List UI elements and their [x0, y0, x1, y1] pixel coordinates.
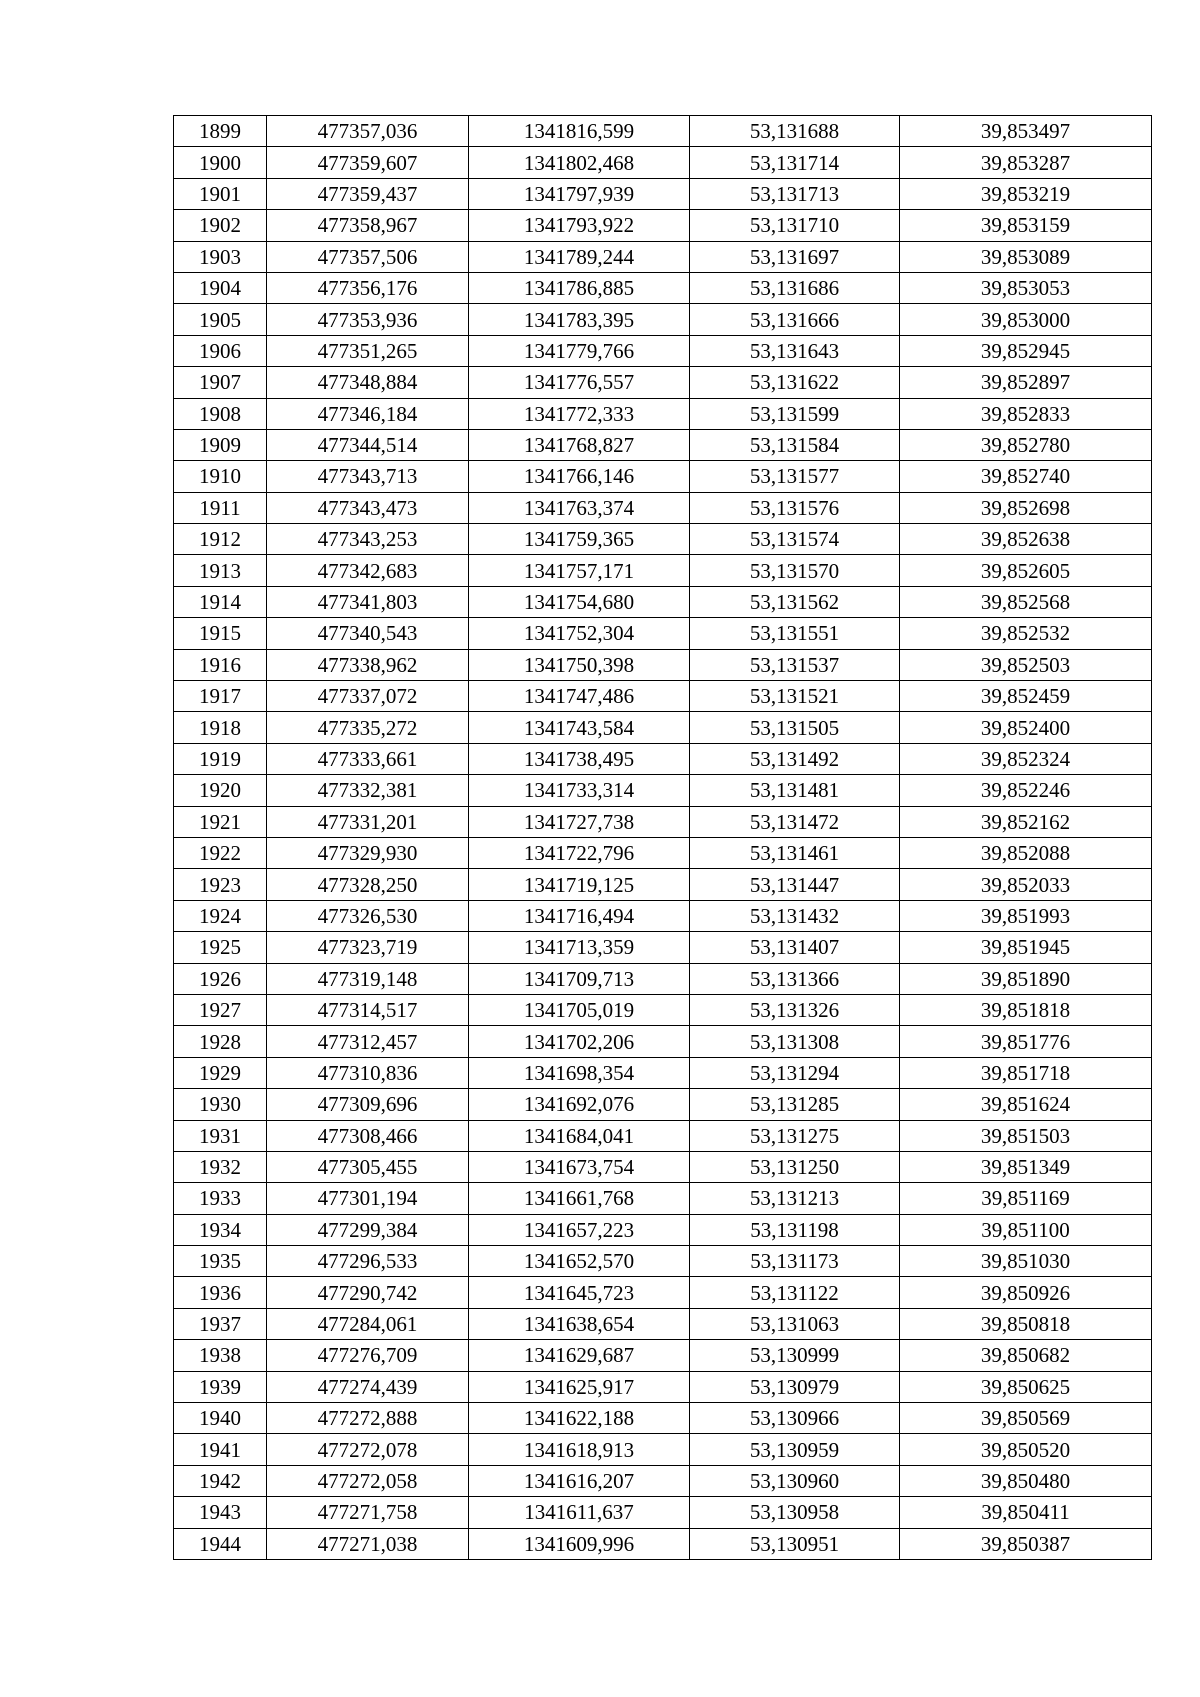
point-number-cell: 1932 [174, 1151, 267, 1182]
y-coordinate-cell: 1341629,687 [469, 1340, 690, 1371]
table-row [174, 1465, 1152, 1496]
point-number-cell: 1926 [174, 963, 267, 994]
point-number-cell: 1909 [174, 429, 267, 460]
y-coordinate-cell: 1341750,398 [469, 649, 690, 680]
point-number-cell: 1914 [174, 586, 267, 617]
x-coordinate-cell: 477359,437 [267, 178, 469, 209]
table-row [174, 178, 1152, 209]
x-coordinate-cell: 477332,381 [267, 775, 469, 806]
latitude-cell: 53,131714 [690, 147, 900, 178]
latitude-cell: 53,130958 [690, 1497, 900, 1528]
longitude-cell: 39,850682 [900, 1340, 1152, 1371]
table-row [174, 1277, 1152, 1308]
y-coordinate-cell: 1341757,171 [469, 555, 690, 586]
point-number-cell: 1943 [174, 1497, 267, 1528]
y-coordinate-cell: 1341772,333 [469, 398, 690, 429]
x-coordinate-cell: 477312,457 [267, 1026, 469, 1057]
y-coordinate-cell: 1341779,766 [469, 335, 690, 366]
x-coordinate-cell: 477305,455 [267, 1151, 469, 1182]
point-number-cell: 1944 [174, 1528, 267, 1559]
table-row [174, 1026, 1152, 1057]
y-coordinate-cell: 1341802,468 [469, 147, 690, 178]
point-number-cell: 1904 [174, 272, 267, 303]
table-row [174, 743, 1152, 774]
point-number-cell: 1922 [174, 837, 267, 868]
latitude-cell: 53,131697 [690, 241, 900, 272]
table-row [174, 869, 1152, 900]
y-coordinate-cell: 1341709,713 [469, 963, 690, 994]
y-coordinate-cell: 1341719,125 [469, 869, 690, 900]
point-number-cell: 1930 [174, 1089, 267, 1120]
longitude-cell: 39,850480 [900, 1465, 1152, 1496]
table-row [174, 492, 1152, 523]
y-coordinate-cell: 1341622,188 [469, 1403, 690, 1434]
x-coordinate-cell: 477353,936 [267, 304, 469, 335]
y-coordinate-cell: 1341652,570 [469, 1246, 690, 1277]
latitude-cell: 53,131688 [690, 116, 900, 147]
table-row [174, 555, 1152, 586]
point-number-cell: 1913 [174, 555, 267, 586]
y-coordinate-cell: 1341661,768 [469, 1183, 690, 1214]
point-number-cell: 1900 [174, 147, 267, 178]
y-coordinate-cell: 1341692,076 [469, 1089, 690, 1120]
table-row [174, 963, 1152, 994]
y-coordinate-cell: 1341754,680 [469, 586, 690, 617]
longitude-cell: 39,853053 [900, 272, 1152, 303]
point-number-cell: 1907 [174, 367, 267, 398]
x-coordinate-cell: 477338,962 [267, 649, 469, 680]
x-coordinate-cell: 477271,038 [267, 1528, 469, 1559]
longitude-cell: 39,852324 [900, 743, 1152, 774]
table-row [174, 304, 1152, 335]
y-coordinate-cell: 1341789,244 [469, 241, 690, 272]
x-coordinate-cell: 477348,884 [267, 367, 469, 398]
y-coordinate-cell: 1341738,495 [469, 743, 690, 774]
longitude-cell: 39,852088 [900, 837, 1152, 868]
longitude-cell: 39,851503 [900, 1120, 1152, 1151]
y-coordinate-cell: 1341752,304 [469, 618, 690, 649]
latitude-cell: 53,131213 [690, 1183, 900, 1214]
point-number-cell: 1936 [174, 1277, 267, 1308]
longitude-cell: 39,852780 [900, 429, 1152, 460]
x-coordinate-cell: 477319,148 [267, 963, 469, 994]
y-coordinate-cell: 1341705,019 [469, 994, 690, 1025]
y-coordinate-cell: 1341684,041 [469, 1120, 690, 1151]
x-coordinate-cell: 477343,713 [267, 461, 469, 492]
longitude-cell: 39,850569 [900, 1403, 1152, 1434]
latitude-cell: 53,131666 [690, 304, 900, 335]
y-coordinate-cell: 1341611,637 [469, 1497, 690, 1528]
longitude-cell: 39,852833 [900, 398, 1152, 429]
latitude-cell: 53,131710 [690, 210, 900, 241]
table-row [174, 461, 1152, 492]
x-coordinate-cell: 477333,661 [267, 743, 469, 774]
longitude-cell: 39,851100 [900, 1214, 1152, 1245]
longitude-cell: 39,851945 [900, 932, 1152, 963]
x-coordinate-cell: 477342,683 [267, 555, 469, 586]
point-number-cell: 1912 [174, 524, 267, 555]
table-row [174, 367, 1152, 398]
table-row [174, 1403, 1152, 1434]
longitude-cell: 39,851030 [900, 1246, 1152, 1277]
point-number-cell: 1920 [174, 775, 267, 806]
table-row [174, 429, 1152, 460]
longitude-cell: 39,851776 [900, 1026, 1152, 1057]
latitude-cell: 53,131574 [690, 524, 900, 555]
latitude-cell: 53,131492 [690, 743, 900, 774]
point-number-cell: 1902 [174, 210, 267, 241]
latitude-cell: 53,131584 [690, 429, 900, 460]
longitude-cell: 39,852162 [900, 806, 1152, 837]
table-row [174, 1120, 1152, 1151]
latitude-cell: 53,131294 [690, 1057, 900, 1088]
table-row [174, 837, 1152, 868]
table-row [174, 116, 1152, 147]
latitude-cell: 53,131122 [690, 1277, 900, 1308]
table-row [174, 1089, 1152, 1120]
point-number-cell: 1916 [174, 649, 267, 680]
point-number-cell: 1941 [174, 1434, 267, 1465]
latitude-cell: 53,131173 [690, 1246, 900, 1277]
y-coordinate-cell: 1341698,354 [469, 1057, 690, 1088]
point-number-cell: 1931 [174, 1120, 267, 1151]
point-number-cell: 1917 [174, 681, 267, 712]
latitude-cell: 53,131447 [690, 869, 900, 900]
table-row [174, 775, 1152, 806]
table-row [174, 1214, 1152, 1245]
y-coordinate-cell: 1341797,939 [469, 178, 690, 209]
latitude-cell: 53,131063 [690, 1308, 900, 1339]
y-coordinate-cell: 1341733,314 [469, 775, 690, 806]
point-number-cell: 1919 [174, 743, 267, 774]
x-coordinate-cell: 477274,439 [267, 1371, 469, 1402]
x-coordinate-cell: 477309,696 [267, 1089, 469, 1120]
longitude-cell: 39,853497 [900, 116, 1152, 147]
latitude-cell: 53,131643 [690, 335, 900, 366]
latitude-cell: 53,131308 [690, 1026, 900, 1057]
table-row [174, 586, 1152, 617]
x-coordinate-cell: 477357,036 [267, 116, 469, 147]
longitude-cell: 39,853089 [900, 241, 1152, 272]
longitude-cell: 39,851718 [900, 1057, 1152, 1088]
x-coordinate-cell: 477351,265 [267, 335, 469, 366]
y-coordinate-cell: 1341716,494 [469, 900, 690, 931]
latitude-cell: 53,131275 [690, 1120, 900, 1151]
point-number-cell: 1933 [174, 1183, 267, 1214]
y-coordinate-cell: 1341783,395 [469, 304, 690, 335]
longitude-cell: 39,852897 [900, 367, 1152, 398]
latitude-cell: 53,131250 [690, 1151, 900, 1182]
table-row [174, 1151, 1152, 1182]
table-row [174, 1183, 1152, 1214]
x-coordinate-cell: 477308,466 [267, 1120, 469, 1151]
x-coordinate-cell: 477299,384 [267, 1214, 469, 1245]
point-number-cell: 1924 [174, 900, 267, 931]
point-number-cell: 1901 [174, 178, 267, 209]
longitude-cell: 39,853219 [900, 178, 1152, 209]
y-coordinate-cell: 1341618,913 [469, 1434, 690, 1465]
point-number-cell: 1940 [174, 1403, 267, 1434]
point-number-cell: 1928 [174, 1026, 267, 1057]
longitude-cell: 39,850625 [900, 1371, 1152, 1402]
x-coordinate-cell: 477296,533 [267, 1246, 469, 1277]
latitude-cell: 53,131481 [690, 775, 900, 806]
latitude-cell: 53,131537 [690, 649, 900, 680]
point-number-cell: 1942 [174, 1465, 267, 1496]
longitude-cell: 39,850520 [900, 1434, 1152, 1465]
latitude-cell: 53,130999 [690, 1340, 900, 1371]
x-coordinate-cell: 477346,184 [267, 398, 469, 429]
latitude-cell: 53,130979 [690, 1371, 900, 1402]
longitude-cell: 39,852605 [900, 555, 1152, 586]
point-number-cell: 1911 [174, 492, 267, 523]
x-coordinate-cell: 477344,514 [267, 429, 469, 460]
table-row [174, 272, 1152, 303]
longitude-cell: 39,852400 [900, 712, 1152, 743]
x-coordinate-cell: 477272,078 [267, 1434, 469, 1465]
point-number-cell: 1899 [174, 116, 267, 147]
table-row [174, 1057, 1152, 1088]
point-number-cell: 1906 [174, 335, 267, 366]
latitude-cell: 53,131562 [690, 586, 900, 617]
table-row [174, 1371, 1152, 1402]
table-row [174, 210, 1152, 241]
latitude-cell: 53,131599 [690, 398, 900, 429]
latitude-cell: 53,130959 [690, 1434, 900, 1465]
x-coordinate-cell: 477328,250 [267, 869, 469, 900]
x-coordinate-cell: 477326,530 [267, 900, 469, 931]
x-coordinate-cell: 477335,272 [267, 712, 469, 743]
y-coordinate-cell: 1341645,723 [469, 1277, 690, 1308]
table-row [174, 932, 1152, 963]
x-coordinate-cell: 477284,061 [267, 1308, 469, 1339]
coordinates-table-body [174, 116, 1152, 1560]
longitude-cell: 39,851890 [900, 963, 1152, 994]
longitude-cell: 39,853287 [900, 147, 1152, 178]
x-coordinate-cell: 477272,888 [267, 1403, 469, 1434]
point-number-cell: 1927 [174, 994, 267, 1025]
point-number-cell: 1905 [174, 304, 267, 335]
table-row [174, 1434, 1152, 1465]
x-coordinate-cell: 477314,517 [267, 994, 469, 1025]
table-row [174, 618, 1152, 649]
x-coordinate-cell: 477343,253 [267, 524, 469, 555]
x-coordinate-cell: 477331,201 [267, 806, 469, 837]
point-number-cell: 1939 [174, 1371, 267, 1402]
table-row [174, 1528, 1152, 1559]
x-coordinate-cell: 477276,709 [267, 1340, 469, 1371]
point-number-cell: 1908 [174, 398, 267, 429]
table-row [174, 900, 1152, 931]
longitude-cell: 39,851169 [900, 1183, 1152, 1214]
longitude-cell: 39,850926 [900, 1277, 1152, 1308]
y-coordinate-cell: 1341722,796 [469, 837, 690, 868]
table-row [174, 398, 1152, 429]
latitude-cell: 53,130966 [690, 1403, 900, 1434]
point-number-cell: 1923 [174, 869, 267, 900]
point-number-cell: 1934 [174, 1214, 267, 1245]
x-coordinate-cell: 477357,506 [267, 241, 469, 272]
longitude-cell: 39,852945 [900, 335, 1152, 366]
latitude-cell: 53,131505 [690, 712, 900, 743]
x-coordinate-cell: 477310,836 [267, 1057, 469, 1088]
point-number-cell: 1910 [174, 461, 267, 492]
y-coordinate-cell: 1341616,207 [469, 1465, 690, 1496]
longitude-cell: 39,852568 [900, 586, 1152, 617]
y-coordinate-cell: 1341673,754 [469, 1151, 690, 1182]
table-row [174, 335, 1152, 366]
point-number-cell: 1938 [174, 1340, 267, 1371]
latitude-cell: 53,131366 [690, 963, 900, 994]
y-coordinate-cell: 1341768,827 [469, 429, 690, 460]
x-coordinate-cell: 477337,072 [267, 681, 469, 712]
x-coordinate-cell: 477358,967 [267, 210, 469, 241]
longitude-cell: 39,851349 [900, 1151, 1152, 1182]
longitude-cell: 39,851993 [900, 900, 1152, 931]
latitude-cell: 53,130960 [690, 1465, 900, 1496]
longitude-cell: 39,852638 [900, 524, 1152, 555]
point-number-cell: 1929 [174, 1057, 267, 1088]
y-coordinate-cell: 1341793,922 [469, 210, 690, 241]
y-coordinate-cell: 1341786,885 [469, 272, 690, 303]
table-row [174, 649, 1152, 680]
latitude-cell: 53,131326 [690, 994, 900, 1025]
coordinates-table [173, 115, 1152, 1560]
latitude-cell: 53,131432 [690, 900, 900, 931]
y-coordinate-cell: 1341713,359 [469, 932, 690, 963]
table-row [174, 681, 1152, 712]
y-coordinate-cell: 1341625,917 [469, 1371, 690, 1402]
latitude-cell: 53,131570 [690, 555, 900, 586]
y-coordinate-cell: 1341766,146 [469, 461, 690, 492]
x-coordinate-cell: 477271,758 [267, 1497, 469, 1528]
point-number-cell: 1935 [174, 1246, 267, 1277]
point-number-cell: 1921 [174, 806, 267, 837]
point-number-cell: 1903 [174, 241, 267, 272]
table-row [174, 994, 1152, 1025]
longitude-cell: 39,851624 [900, 1089, 1152, 1120]
y-coordinate-cell: 1341657,223 [469, 1214, 690, 1245]
latitude-cell: 53,131551 [690, 618, 900, 649]
y-coordinate-cell: 1341638,654 [469, 1308, 690, 1339]
latitude-cell: 53,131577 [690, 461, 900, 492]
point-number-cell: 1918 [174, 712, 267, 743]
longitude-cell: 39,851818 [900, 994, 1152, 1025]
latitude-cell: 53,131407 [690, 932, 900, 963]
longitude-cell: 39,852503 [900, 649, 1152, 680]
longitude-cell: 39,852698 [900, 492, 1152, 523]
x-coordinate-cell: 477301,194 [267, 1183, 469, 1214]
x-coordinate-cell: 477329,930 [267, 837, 469, 868]
table-row [174, 1308, 1152, 1339]
point-number-cell: 1915 [174, 618, 267, 649]
y-coordinate-cell: 1341759,365 [469, 524, 690, 555]
y-coordinate-cell: 1341763,374 [469, 492, 690, 523]
latitude-cell: 53,131472 [690, 806, 900, 837]
longitude-cell: 39,853159 [900, 210, 1152, 241]
x-coordinate-cell: 477343,473 [267, 492, 469, 523]
x-coordinate-cell: 477340,543 [267, 618, 469, 649]
y-coordinate-cell: 1341727,738 [469, 806, 690, 837]
table-row [174, 524, 1152, 555]
x-coordinate-cell: 477272,058 [267, 1465, 469, 1496]
x-coordinate-cell: 477359,607 [267, 147, 469, 178]
latitude-cell: 53,131285 [690, 1089, 900, 1120]
y-coordinate-cell: 1341609,996 [469, 1528, 690, 1559]
latitude-cell: 53,130951 [690, 1528, 900, 1559]
y-coordinate-cell: 1341747,486 [469, 681, 690, 712]
table-row [174, 806, 1152, 837]
longitude-cell: 39,850411 [900, 1497, 1152, 1528]
longitude-cell: 39,852532 [900, 618, 1152, 649]
latitude-cell: 53,131686 [690, 272, 900, 303]
table-row [174, 1246, 1152, 1277]
latitude-cell: 53,131713 [690, 178, 900, 209]
x-coordinate-cell: 477356,176 [267, 272, 469, 303]
longitude-cell: 39,852246 [900, 775, 1152, 806]
y-coordinate-cell: 1341702,206 [469, 1026, 690, 1057]
latitude-cell: 53,131198 [690, 1214, 900, 1245]
table-row [174, 712, 1152, 743]
longitude-cell: 39,850818 [900, 1308, 1152, 1339]
y-coordinate-cell: 1341776,557 [469, 367, 690, 398]
x-coordinate-cell: 477323,719 [267, 932, 469, 963]
latitude-cell: 53,131576 [690, 492, 900, 523]
point-number-cell: 1925 [174, 932, 267, 963]
table-row [174, 147, 1152, 178]
longitude-cell: 39,852459 [900, 681, 1152, 712]
latitude-cell: 53,131461 [690, 837, 900, 868]
y-coordinate-cell: 1341816,599 [469, 116, 690, 147]
table-row [174, 1497, 1152, 1528]
longitude-cell: 39,852033 [900, 869, 1152, 900]
longitude-cell: 39,853000 [900, 304, 1152, 335]
y-coordinate-cell: 1341743,584 [469, 712, 690, 743]
x-coordinate-cell: 477290,742 [267, 1277, 469, 1308]
longitude-cell: 39,852740 [900, 461, 1152, 492]
point-number-cell: 1937 [174, 1308, 267, 1339]
latitude-cell: 53,131622 [690, 367, 900, 398]
table-row [174, 241, 1152, 272]
table-row [174, 1340, 1152, 1371]
latitude-cell: 53,131521 [690, 681, 900, 712]
x-coordinate-cell: 477341,803 [267, 586, 469, 617]
longitude-cell: 39,850387 [900, 1528, 1152, 1559]
